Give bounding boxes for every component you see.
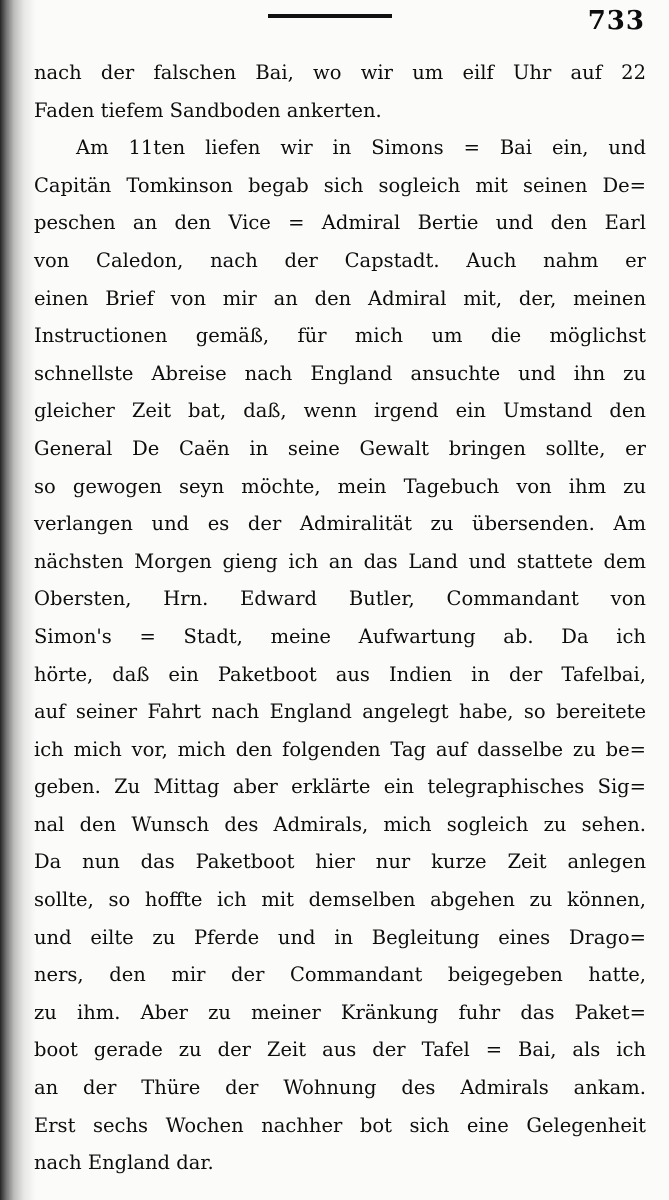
text-line: Simon's = Stadt, meine Aufwartung ab. Da ich — [34, 624, 646, 648]
text-line: verlangen und es der Admiralität zu übersenden. Am — [34, 512, 646, 536]
text-line: Capitän Tomkinson begab sich sogleich mit seinen De= — [34, 173, 646, 197]
text-line: boot gerade zu der Zeit aus der Tafel = Bai, als ich — [34, 1038, 646, 1062]
body-text — [34, 54, 646, 1182]
text-line: nächsten Morgen gieng ich an das Land und stattete dem — [34, 549, 646, 573]
text-line: General De Caën in seine Gewalt bringen sollte, er — [34, 436, 646, 460]
text-line: nach England dar. — [34, 1151, 214, 1175]
text-line: sollte, so hoffte ich mit demselben abgehen zu können, — [34, 888, 646, 912]
text-line: auf seiner Fahrt nach England angelegt habe, so bereitete — [34, 700, 646, 724]
text-line: ich mich vor, mich den folgenden Tag auf dasselbe zu be= — [34, 737, 646, 761]
text-line: Am 11ten liefen wir in Simons = Bai ein, und — [76, 136, 646, 160]
page-number: 733 — [587, 6, 645, 36]
text-line: schnellste Abreise nach England ansuchte und ihn zu — [34, 361, 646, 385]
text-line: an der Thüre der Wohnung des Admirals ankam. — [34, 1076, 646, 1100]
text-line: Instructionen gemäß, für mich um die möglichst — [34, 324, 646, 348]
text-line: Faden tiefem Sandboden ankerten. — [34, 98, 382, 122]
text-line: Da nun das Paketboot hier nur kurze Zeit anlegen — [34, 850, 646, 874]
text-line: hörte, daß ein Paketboot aus Indien in der Tafelbai, — [34, 662, 646, 686]
header-rule — [268, 14, 392, 18]
text-line: nach der falschen Bai, wo wir um eilf Uhr auf 22 — [34, 61, 646, 84]
text-line: Obersten, Hrn. Edward Butler, Commandant von — [34, 587, 646, 611]
text-line: peschen an den Vice = Admiral Bertie und den Earl — [34, 211, 646, 235]
text-line: nal den Wunsch des Admirals, mich sogleich zu sehen. — [34, 812, 646, 836]
text-line: zu ihm. Aber zu meiner Kränkung fuhr das Paket= — [34, 1000, 646, 1024]
text-line: einen Brief von mir an den Admiral mit, der, meinen — [34, 286, 646, 310]
text-line: gleicher Zeit bat, daß, wenn irgend ein Umstand den — [34, 399, 646, 423]
text-line: von Caledon, nach der Capstadt. Auch nahm er — [34, 248, 646, 272]
text-line: und eilte zu Pferde und in Begleitung eines Drago= — [34, 925, 646, 949]
text-line: ners, den mir der Commandant beigegeben hatte, — [34, 963, 646, 987]
text-line: geben. Zu Mittag aber erklärte ein telegraphisches Sig= — [34, 775, 646, 799]
text-line: so gewogen seyn möchte, mein Tagebuch von ihm zu — [34, 474, 646, 498]
text-line: Erst sechs Wochen nachher bot sich eine Gelegenheit — [34, 1113, 646, 1137]
